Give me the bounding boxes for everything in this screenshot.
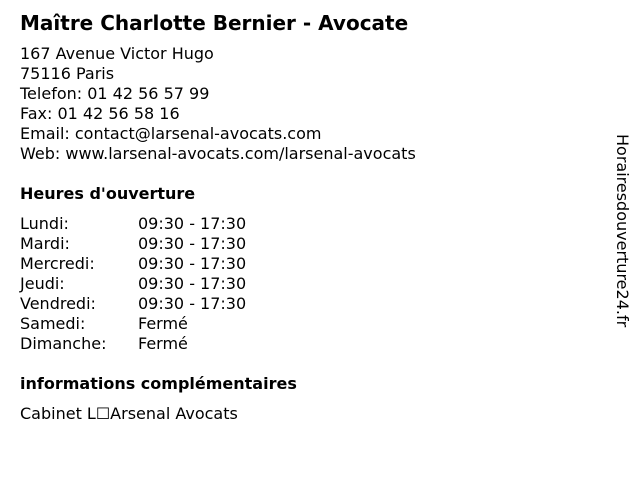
hours-row-thursday <box>20 274 320 294</box>
opening-hours-list <box>20 214 320 354</box>
phone-number: Telefon: 01 42 56 57 99 <box>20 84 210 103</box>
address-city: 75116 Paris <box>20 64 115 83</box>
hours-row-tuesday <box>20 234 320 254</box>
watermark-text: Horairesdouverture24.fr <box>613 134 632 328</box>
hours-row-friday <box>20 294 320 314</box>
hours-row-wednesday <box>20 254 320 274</box>
day-label: Samedi: <box>20 314 86 333</box>
email-address: Email: contact@larsenal-avocats.com <box>20 124 322 143</box>
opening-hours-heading: Heures d'ouverture <box>20 184 196 203</box>
day-label: Dimanche: <box>20 334 107 353</box>
address-street: 167 Avenue Victor Hugo <box>20 44 214 63</box>
hours-row-saturday <box>20 314 320 334</box>
fax-number: Fax: 01 42 56 58 16 <box>20 104 180 123</box>
time-value: 09:30 - 17:30 <box>138 214 247 233</box>
time-value: Fermé <box>138 334 188 353</box>
day-label: Jeudi: <box>20 274 65 293</box>
additional-info-heading: informations complémentaires <box>20 374 297 393</box>
time-value: 09:30 - 17:30 <box>138 254 247 273</box>
day-label: Vendredi: <box>20 294 96 313</box>
day-label: Mercredi: <box>20 254 95 273</box>
website-url: Web: www.larsenal-avocats.com/larsenal-avocats <box>20 144 416 163</box>
time-value: 09:30 - 17:30 <box>138 294 247 313</box>
day-label: Mardi: <box>20 234 70 253</box>
hours-row-monday <box>20 214 320 234</box>
page-title: Maître Charlotte Bernier - Avocate <box>20 11 409 35</box>
time-value: 09:30 - 17:30 <box>138 234 247 253</box>
additional-info-text: Cabinet L☐Arsenal Avocats <box>20 404 238 423</box>
time-value: Fermé <box>138 314 188 333</box>
day-label: Lundi: <box>20 214 69 233</box>
watermark <box>610 134 634 374</box>
time-value: 09:30 - 17:30 <box>138 274 247 293</box>
hours-row-sunday <box>20 334 320 354</box>
contact-block <box>20 44 416 164</box>
